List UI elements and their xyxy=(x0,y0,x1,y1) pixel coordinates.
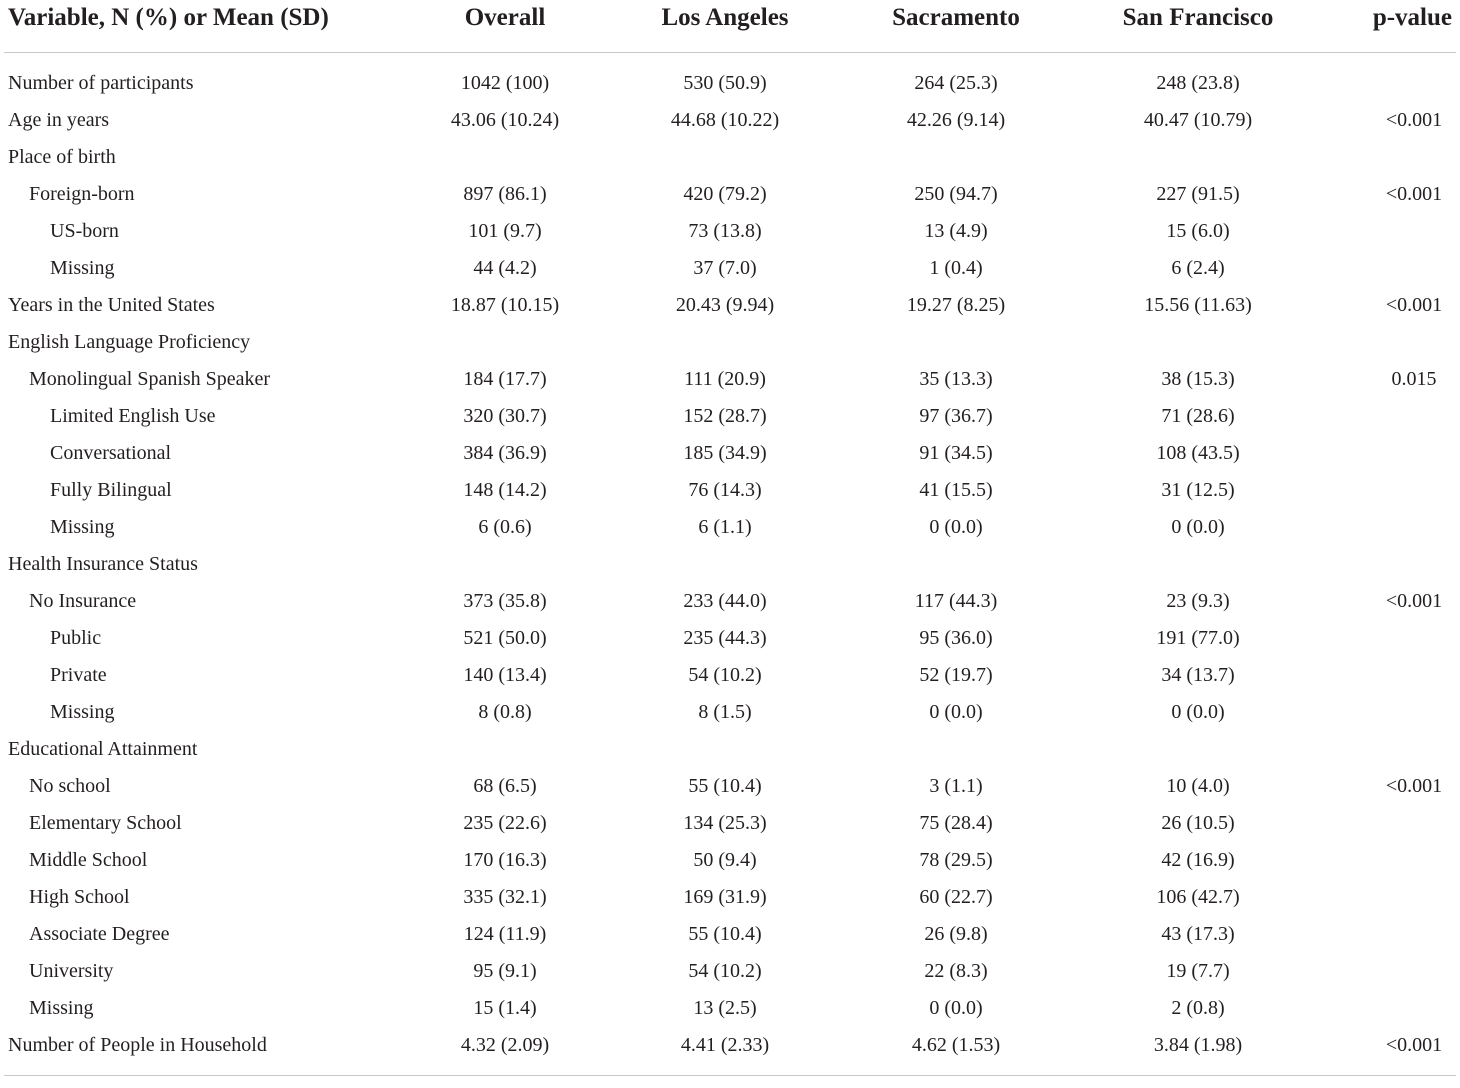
table-row xyxy=(4,731,1456,768)
sacramento-cell: 0 (0.0) xyxy=(929,516,983,538)
los-angeles-cell: 134 (25.3) xyxy=(683,812,767,834)
sacramento-cell: 78 (29.5) xyxy=(919,849,993,871)
p-value-cell xyxy=(1320,916,1456,953)
table-row xyxy=(4,990,1456,1027)
san-francisco-cell xyxy=(1076,546,1320,583)
overall-cell: 43.06 (10.24) xyxy=(450,109,560,131)
san-francisco-cell xyxy=(1076,139,1320,176)
los-angeles-cell: 37 (7.0) xyxy=(693,257,757,279)
overall-cell: 148 (14.2) xyxy=(463,479,547,501)
sacramento-cell: 42.26 (9.14) xyxy=(906,109,1006,131)
los-angeles-cell: 44.68 (10.22) xyxy=(670,109,780,131)
table-row xyxy=(4,472,1456,509)
p-value-cell xyxy=(1320,953,1456,990)
sacramento-cell: 22 (8.3) xyxy=(924,960,988,982)
san-francisco-cell: 40.47 (10.79) xyxy=(1143,109,1253,131)
p-value-cell xyxy=(1320,324,1456,361)
table-row xyxy=(4,768,1456,805)
sacramento-cell: 117 (44.3) xyxy=(914,590,998,612)
sacramento-cell: 3 (1.1) xyxy=(929,775,983,797)
variable-label-cell: Place of birth xyxy=(8,146,116,168)
overall-cell: 124 (11.9) xyxy=(463,923,547,945)
table-row xyxy=(4,398,1456,435)
p-value-cell xyxy=(1320,398,1456,435)
los-angeles-cell: 20.43 (9.94) xyxy=(675,294,775,316)
variable-label-cell: Monolingual Spanish Speaker xyxy=(29,368,271,390)
san-francisco-cell: 106 (42.7) xyxy=(1156,886,1240,908)
san-francisco-cell: 191 (77.0) xyxy=(1156,627,1240,649)
sacramento-cell xyxy=(836,139,1076,176)
p-value-cell xyxy=(1320,620,1456,657)
variable-label-cell: English Language Proficiency xyxy=(8,331,251,353)
san-francisco-cell: 2 (0.8) xyxy=(1171,997,1225,1019)
sacramento-cell: 4.62 (1.53) xyxy=(836,1027,1076,1076)
p-value-cell xyxy=(1320,694,1456,731)
los-angeles-cell: 4.41 (2.33) xyxy=(614,1027,836,1076)
san-francisco-cell: 0 (0.0) xyxy=(1171,701,1225,723)
overall-cell: 44 (4.2) xyxy=(473,257,537,279)
variable-label-cell: Missing xyxy=(50,701,115,723)
p-value-cell: <0.001 xyxy=(1385,294,1443,316)
p-value-cell xyxy=(1320,990,1456,1027)
los-angeles-cell: 111 (20.9) xyxy=(684,368,766,390)
variable-label-cell: Number of participants xyxy=(8,72,194,94)
table-row xyxy=(4,805,1456,842)
overall-cell: 15 (1.4) xyxy=(473,997,537,1019)
san-francisco-cell: 227 (91.5) xyxy=(1156,183,1240,205)
san-francisco-cell: 38 (15.3) xyxy=(1161,368,1235,390)
table-row xyxy=(4,176,1456,213)
p-value-cell xyxy=(1320,509,1456,546)
demographics-table xyxy=(4,0,1456,1076)
table-body xyxy=(4,53,1456,1076)
overall-cell: 897 (86.1) xyxy=(463,183,547,205)
header-san-francisco: San Francisco xyxy=(1076,0,1320,53)
variable-label-cell: Associate Degree xyxy=(29,923,170,945)
san-francisco-cell: 3.84 (1.98) xyxy=(1076,1027,1320,1076)
variable-label-cell: No Insurance xyxy=(29,590,137,612)
p-value-cell: <0.001 xyxy=(1385,109,1443,131)
table-row xyxy=(4,657,1456,694)
variable-label-cell: No school xyxy=(29,775,111,797)
p-value-cell xyxy=(1320,657,1456,694)
overall-cell: 4.32 (2.09) xyxy=(396,1027,614,1076)
variable-label-cell: Number of People in Household xyxy=(4,1027,396,1076)
sacramento-cell: 0 (0.0) xyxy=(929,997,983,1019)
overall-cell: 6 (0.6) xyxy=(478,516,532,538)
variable-label-cell: Missing xyxy=(50,257,115,279)
sacramento-cell: 26 (9.8) xyxy=(924,923,988,945)
los-angeles-cell: 50 (9.4) xyxy=(693,849,757,871)
los-angeles-cell: 76 (14.3) xyxy=(688,479,762,501)
san-francisco-cell: 15.56 (11.63) xyxy=(1144,294,1252,316)
p-value-cell xyxy=(1320,435,1456,472)
header-row xyxy=(4,0,1456,53)
overall-cell xyxy=(396,546,614,583)
sacramento-cell xyxy=(836,324,1076,361)
p-value-cell xyxy=(1320,250,1456,287)
overall-cell: 18.87 (10.15) xyxy=(450,294,560,316)
variable-label-cell: Foreign-born xyxy=(29,183,135,205)
san-francisco-cell: 31 (12.5) xyxy=(1161,479,1235,501)
overall-cell xyxy=(396,324,614,361)
los-angeles-cell: 8 (1.5) xyxy=(698,701,752,723)
variable-label-cell: Private xyxy=(50,664,107,686)
san-francisco-cell: 19 (7.7) xyxy=(1166,960,1230,982)
san-francisco-cell: 34 (13.7) xyxy=(1161,664,1235,686)
sacramento-cell: 1 (0.4) xyxy=(929,257,983,279)
table-row xyxy=(4,546,1456,583)
variable-label-cell: Limited English Use xyxy=(50,405,216,427)
variable-label-cell: Age in years xyxy=(8,109,110,131)
variable-label-cell: Conversational xyxy=(50,442,172,464)
los-angeles-cell: 420 (79.2) xyxy=(683,183,767,205)
overall-cell: 521 (50.0) xyxy=(463,627,547,649)
p-value-cell xyxy=(1320,139,1456,176)
san-francisco-cell: 71 (28.6) xyxy=(1161,405,1235,427)
table-row xyxy=(4,916,1456,953)
table-row xyxy=(4,213,1456,250)
los-angeles-cell: 13 (2.5) xyxy=(693,997,757,1019)
header-p-value: p-value xyxy=(1320,0,1456,53)
san-francisco-cell: 248 (23.8) xyxy=(1156,72,1240,94)
p-value-cell xyxy=(1320,805,1456,842)
header-overall: Overall xyxy=(396,0,614,53)
sacramento-cell: 52 (19.7) xyxy=(919,664,993,686)
los-angeles-cell: 152 (28.7) xyxy=(683,405,767,427)
table-row xyxy=(4,509,1456,546)
variable-label-cell: University xyxy=(29,960,114,982)
san-francisco-cell: 15 (6.0) xyxy=(1166,220,1230,242)
san-francisco-cell: 26 (10.5) xyxy=(1161,812,1235,834)
variable-label-cell: US-born xyxy=(50,220,119,242)
los-angeles-cell xyxy=(614,139,836,176)
sacramento-cell: 19.27 (8.25) xyxy=(906,294,1006,316)
table-header xyxy=(4,0,1456,53)
variable-label-cell: Health Insurance Status xyxy=(8,553,198,575)
p-value-cell xyxy=(1320,546,1456,583)
variable-label-cell: Public xyxy=(50,627,102,649)
san-francisco-cell: 6 (2.4) xyxy=(1171,257,1225,279)
p-value-cell: 0.015 xyxy=(1391,368,1437,390)
sacramento-cell: 35 (13.3) xyxy=(919,368,993,390)
overall-cell: 68 (6.5) xyxy=(473,775,537,797)
overall-cell: 235 (22.6) xyxy=(463,812,547,834)
overall-cell: 335 (32.1) xyxy=(463,886,547,908)
overall-cell xyxy=(396,731,614,768)
sacramento-cell: 75 (28.4) xyxy=(919,812,993,834)
table-row xyxy=(4,953,1456,990)
header-sacramento: Sacramento xyxy=(836,0,1076,53)
overall-cell: 384 (36.9) xyxy=(463,442,547,464)
los-angeles-cell: 530 (50.9) xyxy=(683,72,767,94)
overall-cell: 140 (13.4) xyxy=(463,664,547,686)
table-row xyxy=(4,53,1456,103)
table-row xyxy=(4,139,1456,176)
overall-cell: 320 (30.7) xyxy=(463,405,547,427)
sacramento-cell: 264 (25.3) xyxy=(914,72,998,94)
los-angeles-cell xyxy=(614,546,836,583)
los-angeles-cell xyxy=(614,731,836,768)
variable-label-cell: Educational Attainment xyxy=(8,738,198,760)
table-row xyxy=(4,361,1456,398)
table-row xyxy=(4,435,1456,472)
overall-cell: 8 (0.8) xyxy=(478,701,532,723)
overall-cell: 170 (16.3) xyxy=(463,849,547,871)
p-value-cell xyxy=(1320,879,1456,916)
sacramento-cell: 41 (15.5) xyxy=(919,479,993,501)
overall-cell xyxy=(396,139,614,176)
sacramento-cell: 0 (0.0) xyxy=(929,701,983,723)
overall-cell: 184 (17.7) xyxy=(463,368,547,390)
table-row xyxy=(4,250,1456,287)
san-francisco-cell: 23 (9.3) xyxy=(1166,590,1230,612)
header-los-angeles: Los Angeles xyxy=(614,0,836,53)
los-angeles-cell: 185 (34.9) xyxy=(683,442,767,464)
table-row xyxy=(4,287,1456,324)
san-francisco-cell xyxy=(1076,324,1320,361)
p-value-cell xyxy=(1320,472,1456,509)
los-angeles-cell: 55 (10.4) xyxy=(688,775,762,797)
overall-cell: 1042 (100) xyxy=(460,72,550,94)
los-angeles-cell: 233 (44.0) xyxy=(683,590,767,612)
p-value-cell: <0.001 xyxy=(1320,1027,1456,1076)
p-value-cell: <0.001 xyxy=(1385,590,1443,612)
table-row xyxy=(4,583,1456,620)
los-angeles-cell xyxy=(614,324,836,361)
table-row xyxy=(4,324,1456,361)
overall-cell: 101 (9.7) xyxy=(468,220,542,242)
san-francisco-cell: 43 (17.3) xyxy=(1161,923,1235,945)
los-angeles-cell: 54 (10.2) xyxy=(688,664,762,686)
p-value-cell xyxy=(1320,731,1456,768)
variable-label-cell: Fully Bilingual xyxy=(50,479,172,501)
variable-label-cell: Years in the United States xyxy=(8,294,215,316)
table-row xyxy=(4,842,1456,879)
los-angeles-cell: 235 (44.3) xyxy=(683,627,767,649)
p-value-cell: <0.001 xyxy=(1385,775,1443,797)
los-angeles-cell: 73 (13.8) xyxy=(688,220,762,242)
overall-cell: 95 (9.1) xyxy=(473,960,537,982)
p-value-cell: <0.001 xyxy=(1385,183,1443,205)
variable-label-cell: High School xyxy=(29,886,130,908)
san-francisco-cell xyxy=(1076,731,1320,768)
los-angeles-cell: 55 (10.4) xyxy=(688,923,762,945)
sacramento-cell xyxy=(836,731,1076,768)
p-value-cell xyxy=(1320,842,1456,879)
sacramento-cell: 97 (36.7) xyxy=(919,405,993,427)
los-angeles-cell: 6 (1.1) xyxy=(698,516,752,538)
san-francisco-cell: 0 (0.0) xyxy=(1171,516,1225,538)
table-row xyxy=(4,1027,1456,1076)
sacramento-cell: 60 (22.7) xyxy=(919,886,993,908)
overall-cell: 373 (35.8) xyxy=(463,590,547,612)
san-francisco-cell: 42 (16.9) xyxy=(1161,849,1235,871)
p-value-cell xyxy=(1320,53,1456,103)
table-row xyxy=(4,620,1456,657)
sacramento-cell xyxy=(836,546,1076,583)
sacramento-cell: 13 (4.9) xyxy=(924,220,988,242)
table-row xyxy=(4,102,1456,139)
san-francisco-cell: 108 (43.5) xyxy=(1156,442,1240,464)
sacramento-cell: 95 (36.0) xyxy=(919,627,993,649)
variable-label-cell: Middle School xyxy=(29,849,148,871)
variable-label-cell: Elementary School xyxy=(29,812,182,834)
los-angeles-cell: 169 (31.9) xyxy=(683,886,767,908)
table-row xyxy=(4,694,1456,731)
variable-label-cell: Missing xyxy=(50,516,115,538)
header-variable: Variable, N (%) or Mean (SD) xyxy=(4,0,396,53)
sacramento-cell: 91 (34.5) xyxy=(919,442,993,464)
table-row xyxy=(4,879,1456,916)
san-francisco-cell: 10 (4.0) xyxy=(1166,775,1230,797)
sacramento-cell: 250 (94.7) xyxy=(914,183,998,205)
los-angeles-cell: 54 (10.2) xyxy=(688,960,762,982)
p-value-cell xyxy=(1320,213,1456,250)
variable-label-cell: Missing xyxy=(29,997,94,1019)
